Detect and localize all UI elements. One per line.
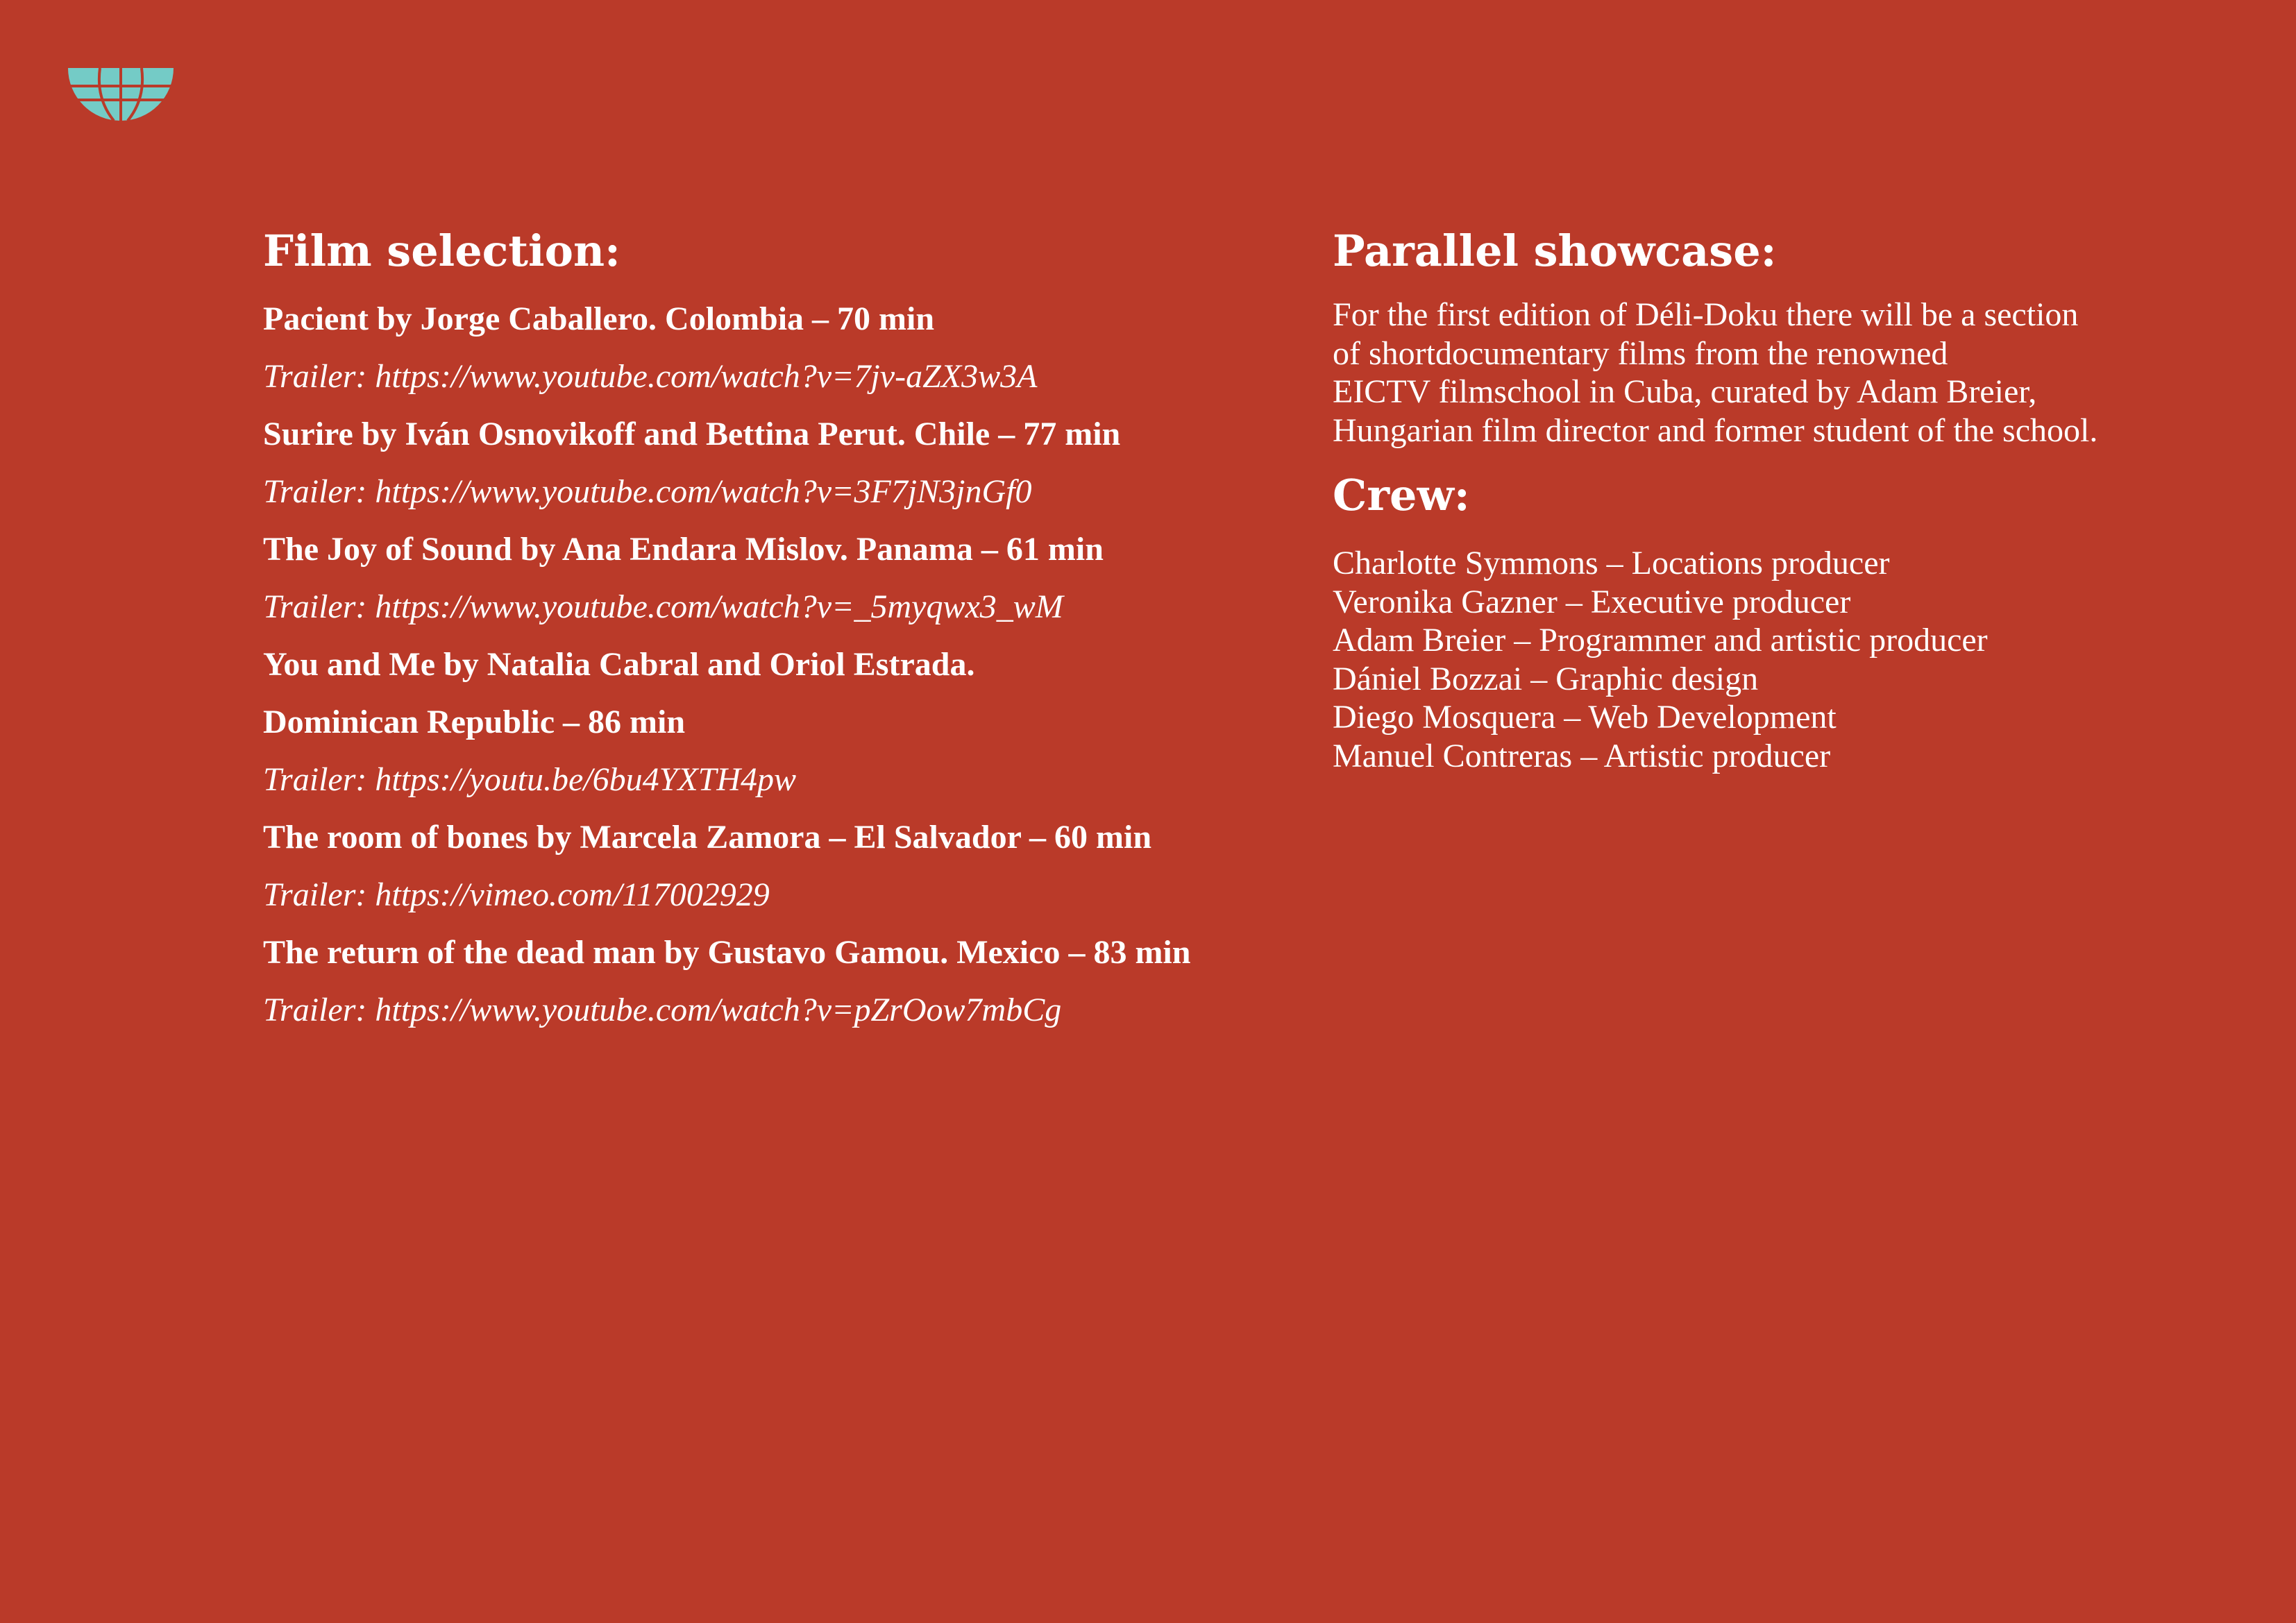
crew-heading: Crew: — [1333, 470, 1470, 520]
film-title-continued: Dominican Republic – 86 min — [263, 704, 686, 740]
film-selection-section — [263, 223, 1304, 1048]
crew-member: Dániel Bozzai – Graphic design — [1333, 660, 1759, 697]
info-column — [1333, 223, 2277, 786]
text-line: For the first edition of Déli-Doku there will be a section — [1333, 296, 2079, 333]
film-trailer — [263, 991, 1304, 1029]
film-title: Surire by Iván Osnovikoff and Bettina Perut. Chile – 77 min — [263, 416, 1121, 452]
film-title: The room of bones by Marcela Zamora – El Salvador – 60 min — [263, 819, 1152, 856]
crew-list — [1333, 544, 2277, 775]
film-title: The Joy of Sound by Ana Endara Mislov. Panama – 61 min — [263, 531, 1104, 568]
film-title: You and Me by Natalia Cabral and Oriol Estrada. — [263, 646, 975, 683]
trailer-link[interactable]: https://www.youtube.com/watch?v=7jv-aZX3w3A — [375, 358, 1038, 395]
film-trailer — [263, 588, 1304, 626]
film-list — [263, 300, 1304, 1029]
text-line: of shortdocumentary films from the renowned — [1333, 334, 1948, 372]
trailer-label: Trailer: — [263, 992, 367, 1028]
trailer-link[interactable]: https://vimeo.com/117002929 — [375, 876, 770, 913]
parallel-showcase-text — [1333, 296, 2277, 450]
text-line: EICTV filmschool in Cuba, curated by Adam Breier, — [1333, 373, 2037, 410]
film-trailer — [263, 357, 1304, 396]
crew-member: Manuel Contreras – Artistic producer — [1333, 737, 1831, 774]
film-selection-heading: Film selection: — [263, 226, 621, 276]
trailer-label: Trailer: — [263, 473, 367, 510]
crew-member: Diego Mosquera – Web Development — [1333, 699, 1837, 736]
trailer-label: Trailer: — [263, 761, 367, 798]
film-trailer — [263, 473, 1304, 511]
crew-member: Veronika Gazner – Executive producer — [1333, 583, 1851, 620]
parallel-showcase-heading: Parallel showcase: — [1333, 226, 1777, 276]
trailer-link[interactable]: https://www.youtube.com/watch?v=3F7jN3jnGf0 — [375, 473, 1032, 510]
trailer-label: Trailer: — [263, 876, 367, 913]
film-title: The return of the dead man by Gustavo Gamou. Mexico – 83 min — [263, 934, 1191, 971]
trailer-link[interactable]: https://www.youtube.com/watch?v=pZrOow7mbCg — [375, 992, 1062, 1028]
film-trailer — [263, 876, 1304, 914]
trailer-label: Trailer: — [263, 358, 367, 395]
globe-icon — [68, 68, 174, 121]
film-trailer — [263, 760, 1304, 799]
text-line: Hungarian film director and former student of the school. — [1333, 411, 2098, 449]
trailer-link[interactable]: https://youtu.be/6bu4YXTH4pw — [375, 761, 797, 798]
crew-member: Adam Breier – Programmer and artistic producer — [1333, 622, 1988, 658]
crew-member: Charlotte Symmons – Locations producer — [1333, 545, 1890, 581]
film-title: Pacient by Jorge Caballero. Colombia – 70 min — [263, 300, 935, 337]
trailer-label: Trailer: — [263, 588, 367, 625]
trailer-link[interactable]: https://www.youtube.com/watch?v=_5myqwx3_wM — [375, 588, 1063, 625]
